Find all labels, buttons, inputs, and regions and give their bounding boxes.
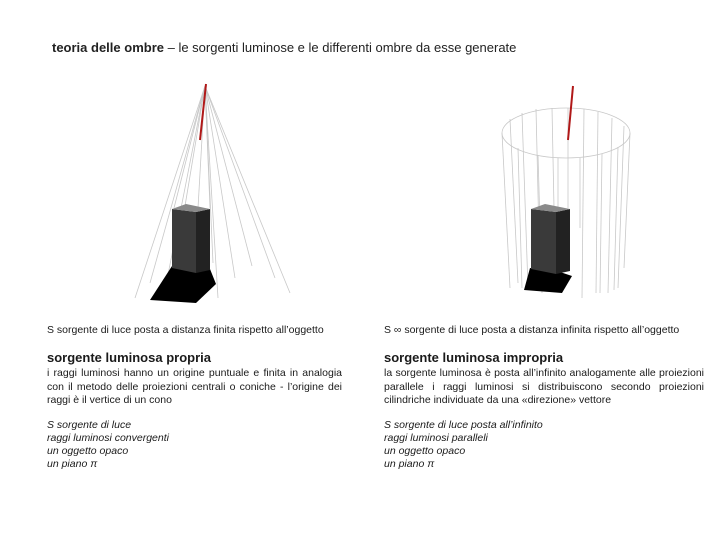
page-title	[52, 40, 516, 55]
list-item: raggi luminosi convergenti	[47, 432, 169, 444]
title-rest: – le sorgenti luminose e le differenti ombre da esse generate	[163, 40, 517, 55]
left-caption: S sorgente di luce posta a distanza finita rispetto all’oggetto	[47, 324, 324, 336]
object-front-face	[172, 209, 196, 273]
converging-rays	[135, 86, 290, 298]
object-side-face	[556, 209, 570, 274]
cylindrical-projection-figure	[488, 78, 648, 308]
list-item: S sorgente di luce posta all’infinito	[384, 419, 543, 431]
list-item: S sorgente di luce	[47, 419, 132, 431]
object-side-face	[196, 209, 210, 273]
left-element-list	[47, 419, 169, 471]
object-front-face	[531, 209, 556, 274]
left-heading: sorgente luminosa propria	[47, 350, 211, 365]
list-item: un piano π	[384, 458, 435, 470]
conical-projection-figure	[110, 78, 410, 308]
list-item: un oggetto opaco	[47, 445, 129, 457]
left-paragraph: i raggi luminosi hanno un origine puntuale e finita in analogia con il metodo delle proiezioni centrali o coniche - l’origine dei raggi è il vertice di un cono	[47, 367, 342, 406]
title-bold: teoria delle ombre	[52, 40, 164, 55]
cast-shadow	[150, 266, 216, 303]
right-heading: sorgente luminosa impropria	[384, 350, 564, 365]
right-paragraph: la sorgente luminosa è posta all’infinito analogamente alle proiezioni parallele i raggi luminosi si distribuiscono secondo proiezioni cilindriche individuate da una «direzione» vettore	[384, 367, 704, 406]
list-item: un oggetto opaco	[384, 445, 466, 457]
list-item: un piano π	[47, 458, 98, 470]
right-element-list	[384, 419, 543, 471]
list-item: raggi luminosi paralleli	[384, 432, 488, 444]
light-direction-line	[568, 86, 573, 140]
right-caption: S ∞ sorgente di luce posta a distanza infinita rispetto all’oggetto	[384, 324, 680, 336]
